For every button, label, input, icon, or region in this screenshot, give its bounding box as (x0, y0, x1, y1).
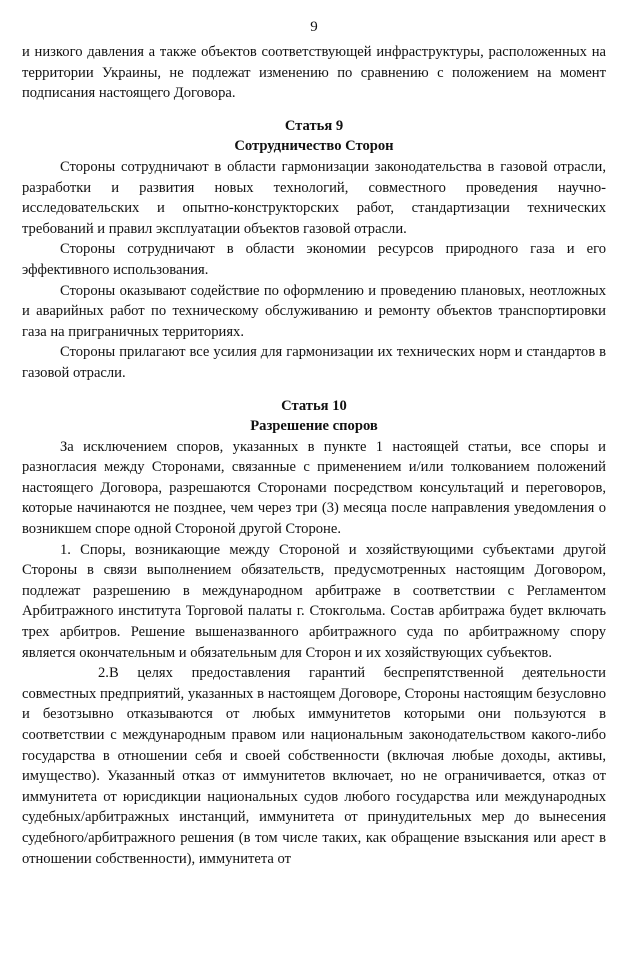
article-9-paragraph-2: Стороны сотрудничают в области экономии ресурсов природного газа и его эффективного использования. (22, 241, 606, 278)
article-9 (22, 116, 606, 384)
article-10-title: Разрешение споров (250, 418, 378, 435)
article-9-paragraph-1: Стороны сотрудничают в области гармонизации законодательства в газовой отрасли, разработки и развития новых технологий, совместного проведения научно-исследовательских и опытно-конструкторских работ, стандартизации технических требований и правил эксплуатации объектов газовой отрасли. (22, 158, 606, 237)
article-10-intro-paragraph: За исключением споров, указанных в пункте 1 настоящей статьи, все споры и разногласия между Сторонами, связанные с применением и/или толкованием положений настоящего Договора, разрешаются Сторонами посредством консультаций и переговоров, которые начинаются не позднее, чем через три (3) месяца после направления уведомления о возникшем споре одной Стороной другой Стороне. (22, 438, 606, 538)
article-9-title: Сотрудничество Сторон (234, 138, 394, 155)
article-10-item-1: 1. Споры, возникающие между Стороной и хозяйствующими субъектами другой Стороны в связи выполнением обязательств, предусмотренных настоящим Договором, подлежат разрешению в международном арбитраже в соответствии с Регламентом Арбитражного института Торговой палаты г. Стокгольма. Состав арбитража будет включать трех арбитров. Решение вышеназванного арбитражного суда по арбитражному спору является окончательным и обязательным для Сторон и их хозяйствующих субъектов. (22, 541, 606, 661)
page-number: 9 (310, 19, 318, 35)
article-10 (22, 396, 606, 870)
article-9-number: Статья 9 (284, 117, 344, 134)
article-9-paragraph-3: Стороны оказывают содействие по оформлению и проведению плановых, неотложных и аварийных работ по техническому обслуживанию и ремонту объектов транспортировки газа на приграничных территориях. (22, 282, 606, 340)
article-10-item-2-text: В целях предоставления гарантий беспрепятственной деятельности совместных предприятий, указанных в настоящем Договоре, Стороны настоящим безусловно и безотзывно отказываются от любых иммунитетов которыми они пользуются в соответствии с международным правом или национальным законодательством какого-либо государства в отношении себя и своей собственности (включая любые доходы, активы, имущество). Указанный отказ от иммунитетов включает, но не ограничивается, отказ от иммунитета от юрисдикции национальных судов любого государства или международных судебных/арбитражных инстанций, иммунитета от принудительных мер до вынесения судебного/арбитражного решения (в том числе таких, как обращение взыскания или арест в отношении собственности), иммунитета от (22, 665, 606, 867)
article-9-paragraph-4: Стороны прилагают все усилия для гармонизации их технических норм и стандартов в газовой отрасли. (22, 344, 606, 381)
article-10-item-2-number: 2. (98, 665, 109, 682)
article-10-item-2 (22, 663, 606, 869)
continuation-paragraph: и низкого давления а также объектов соответствующей инфраструктуры, расположенных на территории Украины, не подлежат изменению по сравнению с положением на момент подписания настоящего Договора. (22, 44, 606, 102)
article-10-number: Статья 10 (281, 397, 347, 414)
